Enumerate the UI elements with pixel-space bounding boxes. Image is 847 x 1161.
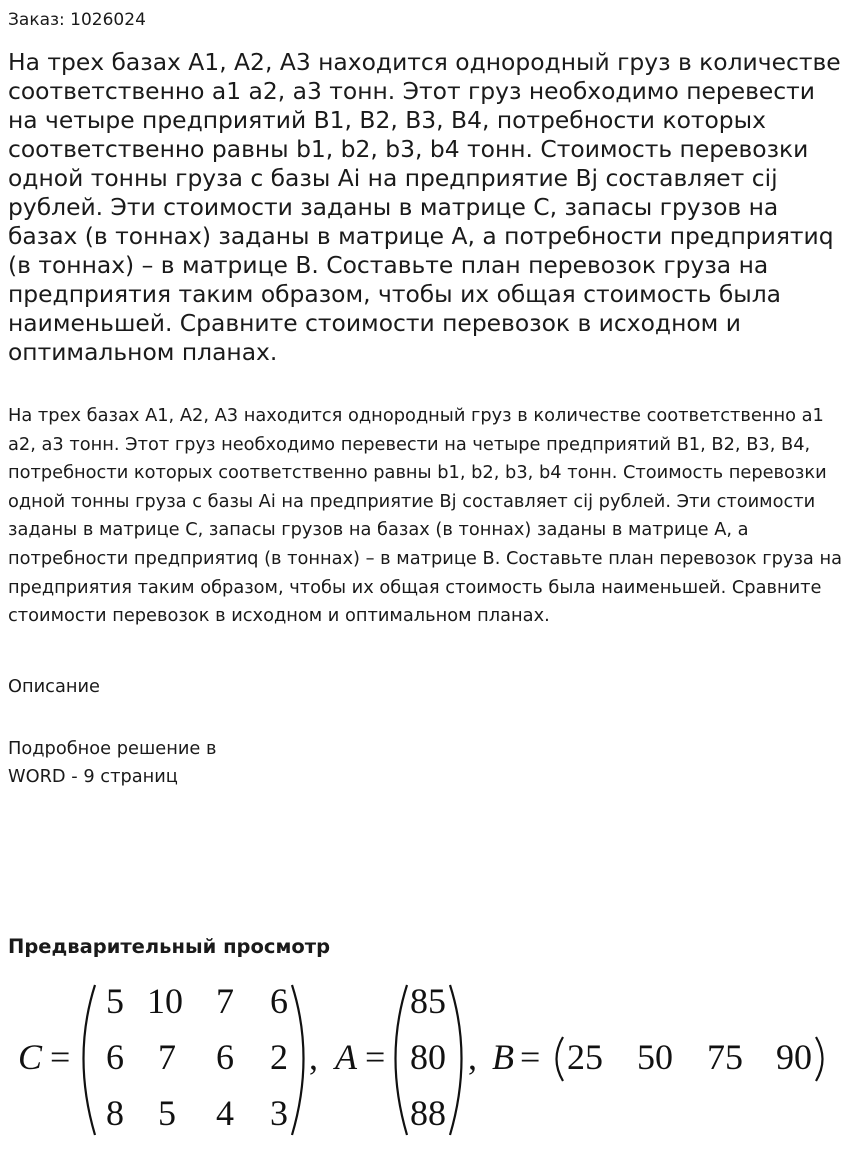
- matrix-c-left-paren: [84, 985, 96, 1135]
- preview-formula-image: [0, 975, 847, 1150]
- matrix-b-equals: =: [520, 1037, 541, 1077]
- description-text: Подробное решение в WORD - 9 страниц: [8, 738, 217, 787]
- formula-comma: ,: [309, 1037, 318, 1077]
- matrix-a-cell: 85: [410, 981, 446, 1021]
- matrix-c-cell: 4: [216, 1093, 234, 1133]
- matrix-b-cells: [567, 1037, 812, 1077]
- matrix-b-cell: 75: [707, 1037, 743, 1077]
- matrix-c-cell: 6: [270, 981, 288, 1021]
- matrix-a-equals: =: [365, 1037, 386, 1077]
- description-heading: Описание: [8, 676, 100, 697]
- matrix-c-cell: 8: [106, 1093, 124, 1133]
- matrix-b-cell: 50: [637, 1037, 673, 1077]
- formula-comma: ,: [468, 1037, 477, 1077]
- matrix-b-cell: 90: [776, 1037, 812, 1077]
- matrix-c-cell: 5: [106, 981, 124, 1021]
- matrix-a-cell: 88: [410, 1093, 446, 1133]
- matrix-c-cell: 3: [270, 1093, 288, 1133]
- matrix-c-equals: =: [50, 1037, 71, 1077]
- matrix-a-cell: 80: [410, 1037, 446, 1077]
- matrix-c-cell: 10: [147, 981, 183, 1021]
- matrix-c-cell: 2: [270, 1037, 288, 1077]
- matrix-c-cell: 5: [158, 1093, 176, 1133]
- matrix-c-cell: 7: [158, 1037, 176, 1077]
- matrix-c-cell: 6: [216, 1037, 234, 1077]
- matrix-b-cell: 25: [567, 1037, 603, 1077]
- task-title: На трех базах А1, А2, А3 находится однородный груз в количестве соответственно а1 а2, а3 тонн. Этот груз необходимо перевести на четыре предприятий В1, В2, В3, В4, потребности которых соответственно равны b1, b2, b3, b4 тонн. Стоимость перевозки одной тонны груза с базы Аi на предприятие Вj составляет cij рублей. Эти стоимости заданы в матрице С, запасы грузов на базах (в тоннах) заданы в матрице А, а потребности предприятиq (в тоннах) – в матрице В. Составьте план перевозок груза на предприятия таким образом, чтобы их общая стоимость была наименьшей. Сравните стоимости перевозок в исходном и оптимальном планах.: [8, 48, 841, 366]
- task-description: На трех базах А1, А2, А3 находится однородный груз в количестве соответственно а1 а2, а3 тонн. Этот груз необходимо перевести на четыре предприятий В1, В2, В3, В4, потребности которых соответственно равны b1, b2, b3, b4 тонн. Стоимость перевозки одной тонны груза с базы Аi на предприятие Вj составляет cij рублей. Эти стоимости заданы в матрице С, запасы грузов на базах (в тоннах) заданы в матрице А, а потребности предприятиq (в тоннах) – в матрице В. Составьте план перевозок груза на предприятия таким образом, чтобы их общая стоимость была наименьшей. Сравните стоимости перевозок в исходном и оптимальном планах.: [8, 405, 842, 627]
- matrix-c-cell: 6: [106, 1037, 124, 1077]
- matrix-c-cells: [106, 981, 288, 1133]
- matrix-b-label: B: [492, 1037, 514, 1077]
- matrix-c-right-paren: [292, 985, 304, 1135]
- order-number: Заказ: 1026024: [8, 10, 146, 30]
- matrix-b-right-paren: [816, 1037, 823, 1081]
- matrix-c-cell: 7: [216, 981, 234, 1021]
- matrix-a-cells: [410, 981, 446, 1133]
- matrix-b-left-paren: [557, 1037, 564, 1081]
- matrix-a-left-paren: [396, 985, 408, 1135]
- preview-heading: Предварительный просмотр: [8, 935, 331, 958]
- matrix-a-label: A: [335, 1037, 357, 1077]
- matrix-c-label: C: [18, 1037, 43, 1077]
- matrix-a-right-paren: [450, 985, 462, 1135]
